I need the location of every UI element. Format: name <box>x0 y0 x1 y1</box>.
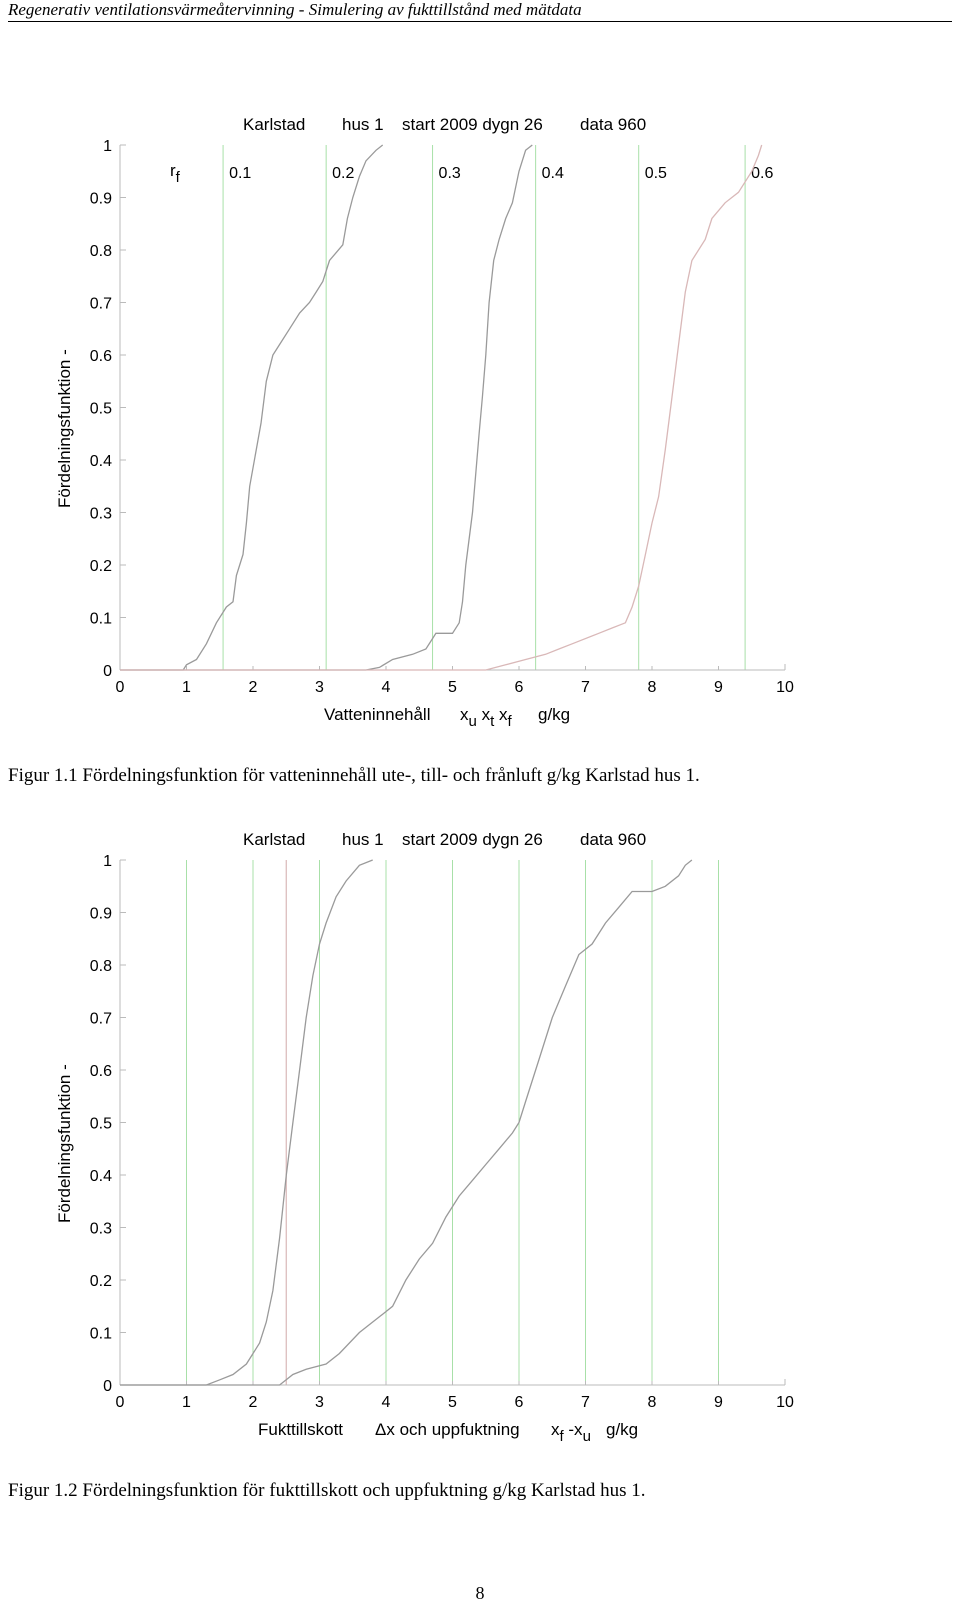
x-axis-label-mid: Δx och uppfuktning <box>375 1420 520 1439</box>
x-tick-label: 0 <box>115 679 125 696</box>
chart-title-part: hus 1 <box>342 115 384 134</box>
y-axis-label: Fördelningsfunktion - <box>55 1064 74 1223</box>
y-tick-label: 0.1 <box>89 1325 112 1343</box>
y-tick-label: 0.7 <box>89 1010 112 1028</box>
x-tick-label: 9 <box>714 1394 723 1411</box>
series-line-1 <box>120 860 373 1385</box>
x-tick-label: 6 <box>514 1394 524 1411</box>
x-axis-unit: g/kg <box>538 705 571 724</box>
x-tick-label: 3 <box>315 679 324 696</box>
x-tick-label: 2 <box>248 1394 258 1411</box>
y-axis-label: Fördelningsfunktion - <box>55 349 74 508</box>
x-tick-label: 7 <box>581 679 590 696</box>
chart-title-part: hus 1 <box>342 830 384 849</box>
series-line-1 <box>120 145 383 670</box>
x-axis-label: Vatteninnehåll <box>324 705 431 724</box>
x-tick-label: 10 <box>776 679 794 696</box>
x-tick-label: 6 <box>514 679 524 696</box>
x-tick-label: 5 <box>448 679 457 696</box>
x-axis-label: Fukttillskott <box>258 1420 344 1439</box>
y-tick-label: 0.5 <box>89 400 112 418</box>
y-tick-label: 0.2 <box>89 558 112 575</box>
chart-1-svg <box>0 100 960 760</box>
figure-1-caption: Figur 1.1 Fördelningsfunktion för vatteninnehåll ute-, till- och frånluft g/kg Karlstad hus 1. <box>8 765 700 786</box>
y-tick-label: 0.1 <box>89 610 112 628</box>
x-axis-unit: g/kg <box>606 1420 639 1439</box>
y-tick-label: 0.6 <box>89 348 112 365</box>
y-tick-label: 0.9 <box>89 190 112 208</box>
rf-label: rf <box>170 161 180 186</box>
y-tick-label: 1 <box>103 138 112 155</box>
y-tick-label: 0.8 <box>89 243 112 260</box>
figure-2-caption: Figur 1.2 Fördelningsfunktion för fukttillskott och uppfuktning g/kg Karlstad hus 1. <box>8 1480 646 1501</box>
x-tick-label: 9 <box>714 679 723 696</box>
y-tick-label: 0.9 <box>89 905 112 923</box>
x-tick-label: 5 <box>448 1394 457 1411</box>
rf-value-label: 0.6 <box>751 165 774 182</box>
series-line-3 <box>120 145 762 670</box>
rf-value-label: 0.4 <box>541 165 564 182</box>
y-tick-label: 0 <box>103 1378 112 1395</box>
chart-title-part: Karlstad <box>243 115 306 134</box>
y-tick-label: 0 <box>103 663 112 680</box>
y-tick-label: 0.3 <box>89 1220 112 1238</box>
x-tick-label: 2 <box>248 679 258 696</box>
x-tick-label: 1 <box>182 679 191 696</box>
chart-title-part: Karlstad <box>243 830 306 849</box>
y-tick-label: 0.5 <box>89 1115 112 1133</box>
y-tick-label: 0.4 <box>89 1168 112 1185</box>
y-tick-label: 0.6 <box>89 1063 112 1080</box>
y-tick-label: 0.2 <box>89 1273 112 1290</box>
x-tick-label: 8 <box>647 679 657 696</box>
y-tick-label: 0.3 <box>89 505 112 523</box>
x-tick-label: 10 <box>776 1394 794 1411</box>
rf-value-label: 0.3 <box>438 165 461 182</box>
rf-value-label: 0.2 <box>332 165 355 182</box>
figure-2-chart <box>0 815 960 1465</box>
chart-title-part: start 2009 dygn 26 <box>402 115 543 134</box>
chart-2-svg <box>0 815 960 1465</box>
y-tick-label: 1 <box>103 853 112 870</box>
x-tick-label: 1 <box>182 1394 191 1411</box>
page-number: 8 <box>475 1583 485 1603</box>
x-axis-variables: xf -xu <box>551 1420 591 1445</box>
y-tick-label: 0.4 <box>89 453 112 470</box>
x-tick-label: 7 <box>581 1394 590 1411</box>
rf-value-label: 0.5 <box>644 165 667 182</box>
figure-1-chart <box>0 100 960 760</box>
chart-title-part: data 960 <box>580 115 647 134</box>
series-line-2 <box>120 860 692 1385</box>
x-axis-variables: xu xt xf <box>460 705 512 730</box>
chart-title-part: data 960 <box>580 830 647 849</box>
x-tick-label: 3 <box>315 1394 324 1411</box>
x-tick-label: 8 <box>647 1394 657 1411</box>
y-tick-label: 0.8 <box>89 958 112 975</box>
x-tick-label: 4 <box>381 679 391 696</box>
running-header: Regenerativ ventilationsvärmeåtervinning - Simulering av fukttillstånd med mätdata <box>8 0 952 22</box>
chart-title-part: start 2009 dygn 26 <box>402 830 543 849</box>
rf-value-label: 0.1 <box>229 165 252 182</box>
x-tick-label: 0 <box>115 1394 125 1411</box>
y-tick-label: 0.7 <box>89 295 112 313</box>
x-tick-label: 4 <box>381 1394 391 1411</box>
